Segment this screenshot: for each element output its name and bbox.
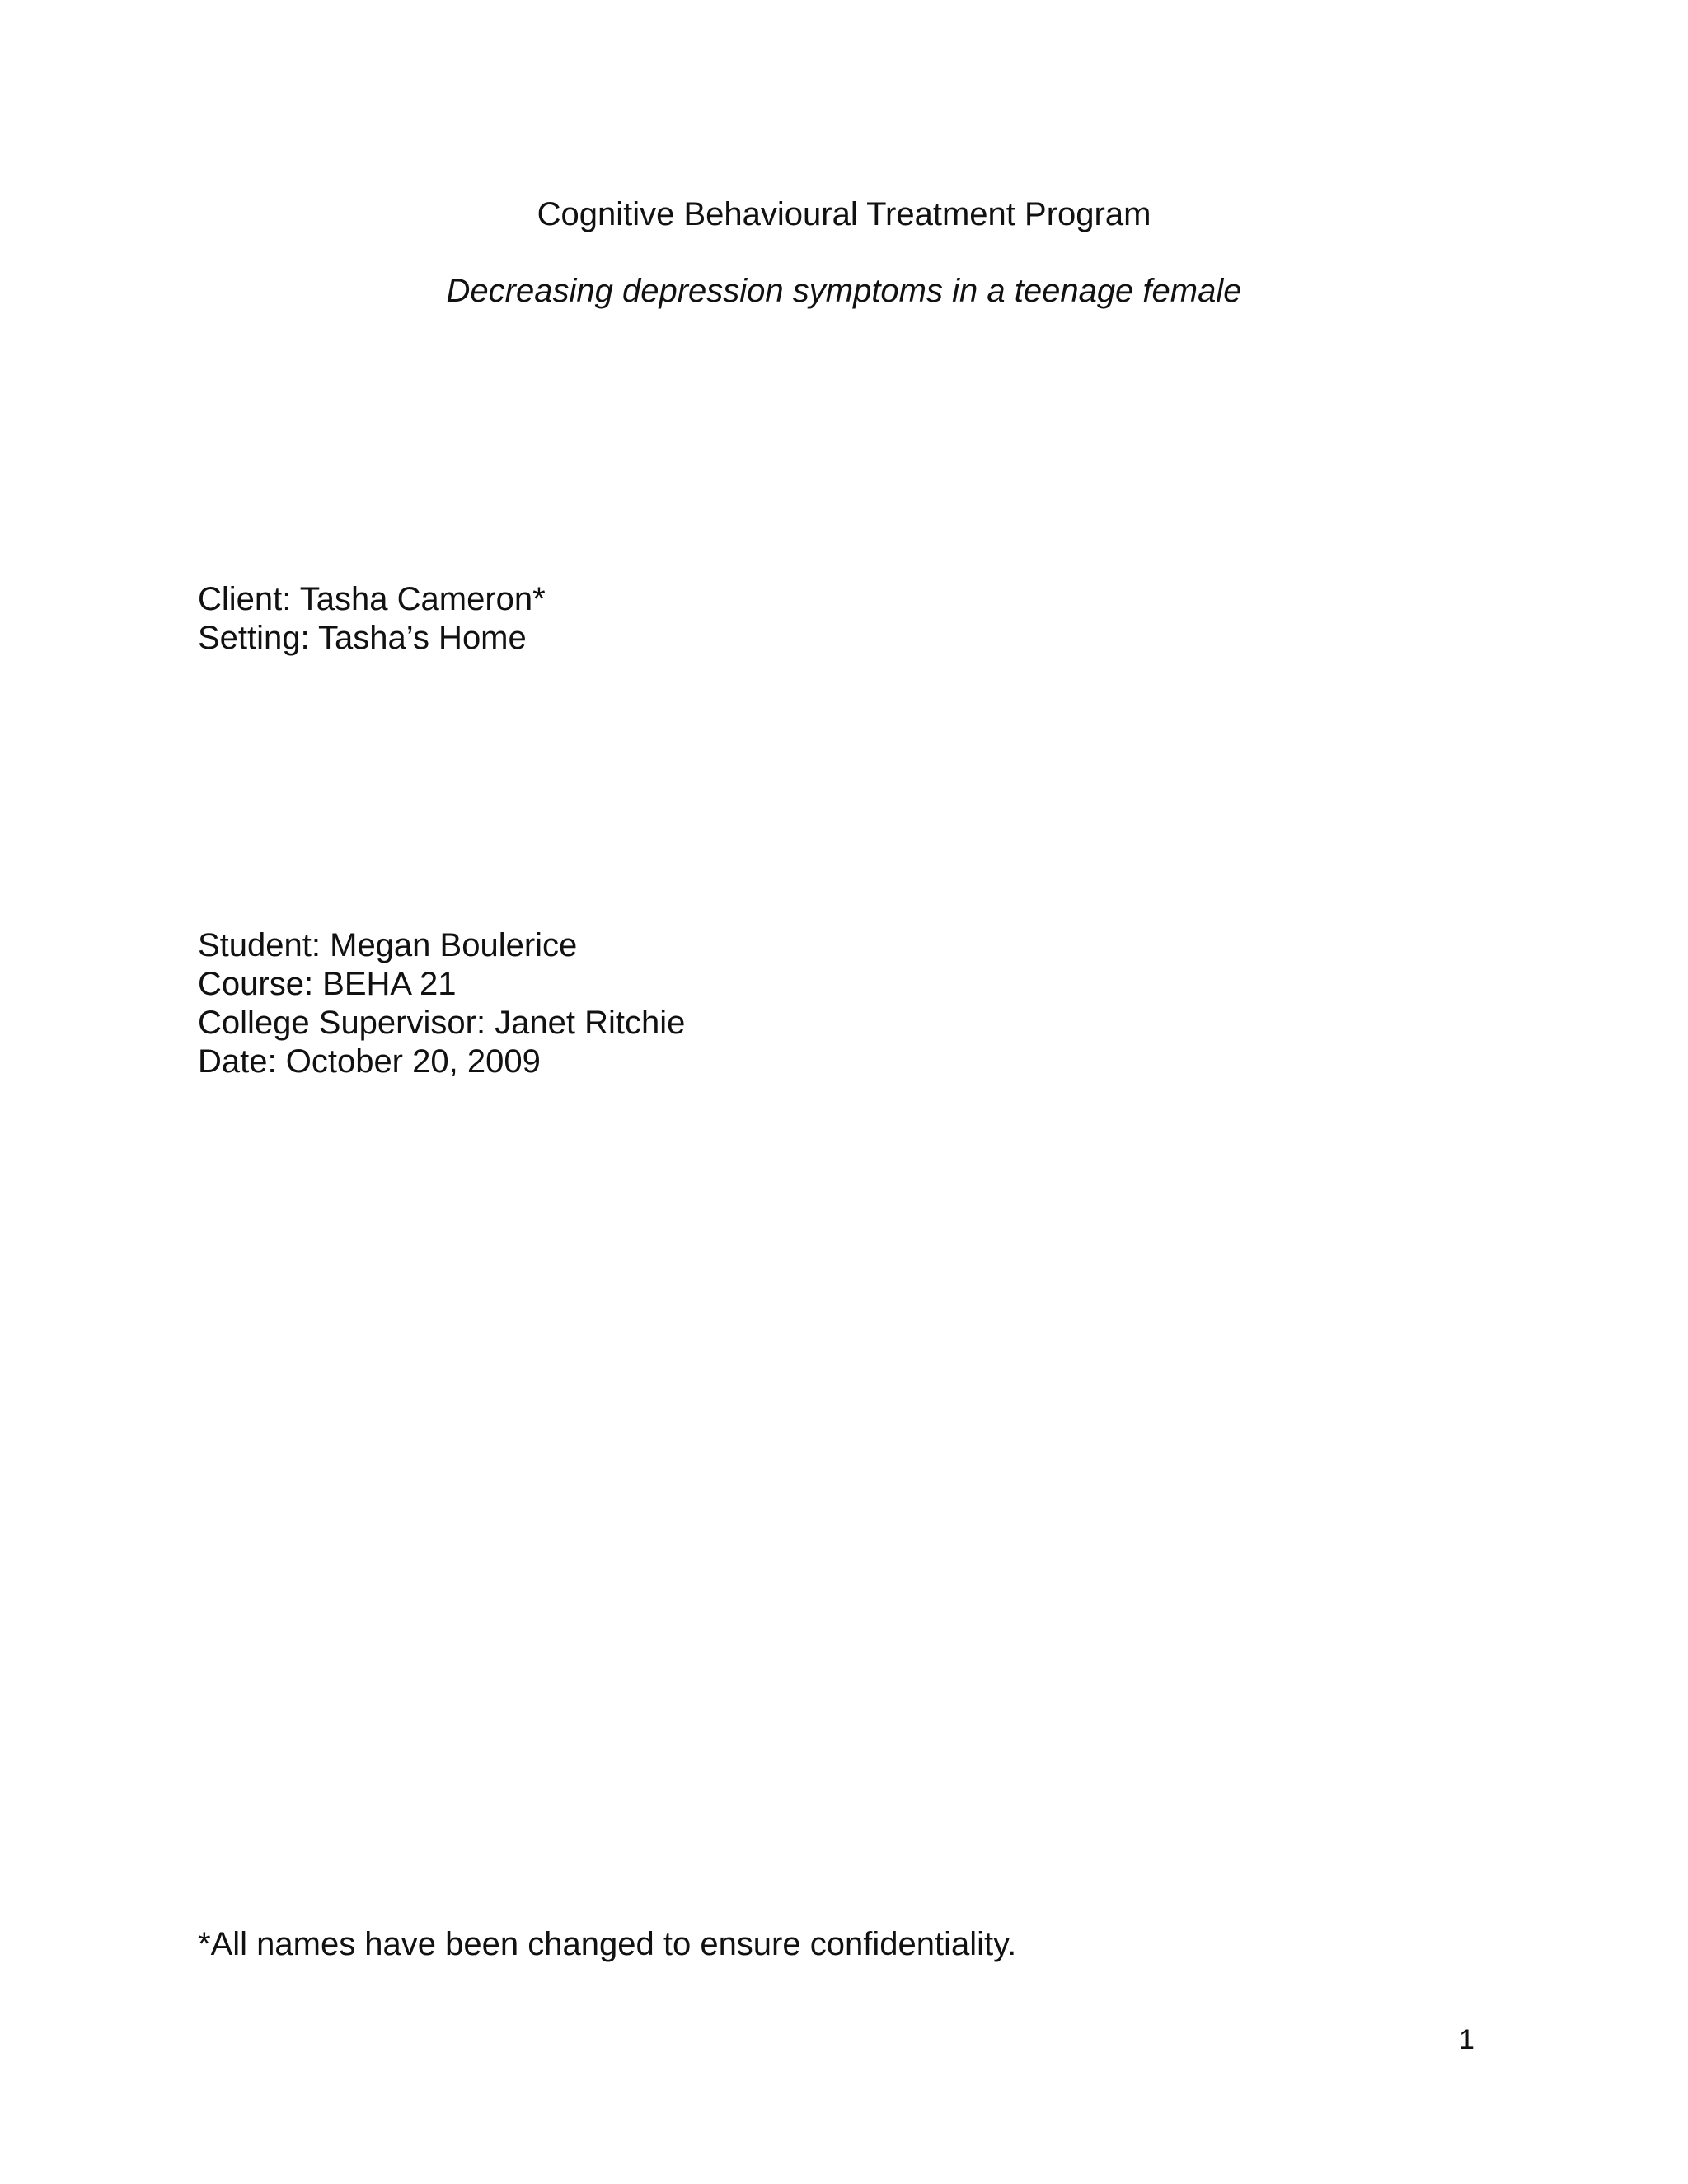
student-info-block [198, 926, 685, 1081]
setting-line: Setting: Tasha’s Home [198, 620, 527, 656]
client-line: Client: Tasha Cameron* [198, 581, 546, 617]
client-info-block [198, 580, 546, 658]
confidentiality-footnote: *All names have been changed to ensure confidentiality. [198, 1926, 1017, 1962]
document-subtitle: Decreasing depression symptoms in a teenage female [446, 273, 1242, 309]
student-line: Student: Megan Boulerice [198, 927, 578, 963]
page-number: 1 [1459, 2024, 1475, 2055]
document-title: Cognitive Behavioural Treatment Program [537, 196, 1151, 232]
date-line: Date: October 20, 2009 [198, 1043, 541, 1080]
course-line: Course: BEHA 21 [198, 966, 457, 1002]
supervisor-line: College Supervisor: Janet Ritchie [198, 1005, 686, 1041]
